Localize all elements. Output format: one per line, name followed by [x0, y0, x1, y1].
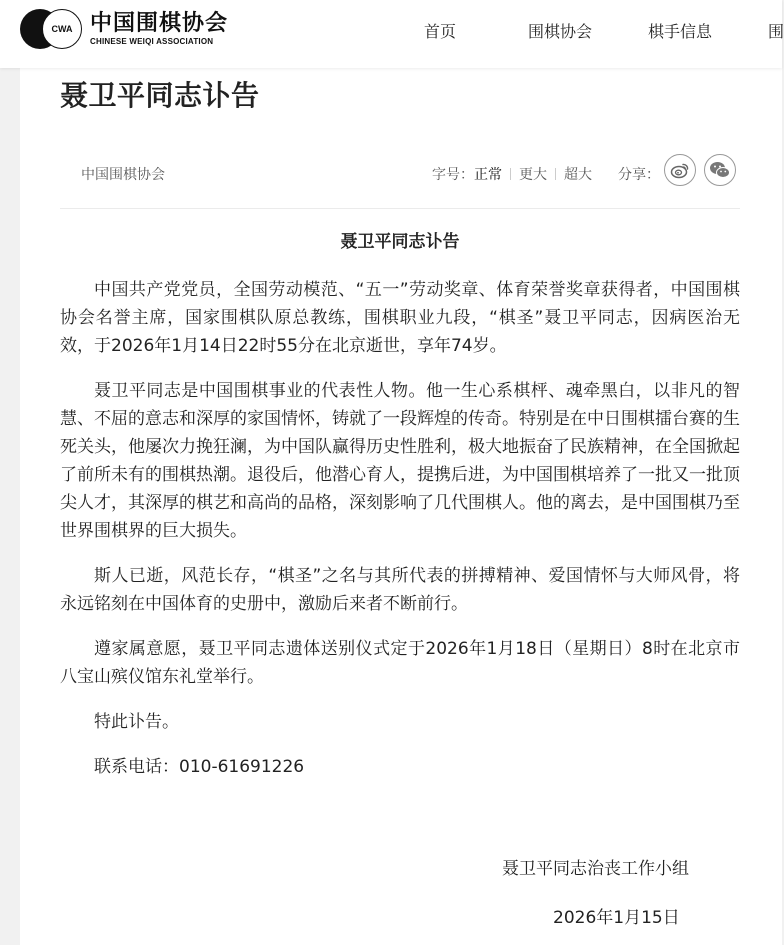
- article-paragraph: 遵家属意愿，聂卫平同志遗体送别仪式定于2026年1月18日（星期日）8时在北京市八宝山殡仪馆东礼堂举行。: [60, 639, 740, 687]
- contact-phone: 联系电话：010-61691226: [94, 757, 305, 777]
- logo-title: 中国围棋协会: [90, 10, 229, 36]
- wechat-icon: [709, 161, 731, 179]
- article-body: [60, 228, 740, 798]
- logo-subtitle: CHINESE WEIQI ASSOCIATION: [90, 36, 214, 46]
- signature-date: 2026年1月15日: [553, 908, 680, 928]
- article-paragraph: 中国共产党党员，全国劳动模范、“五一”劳动奖章、体育荣誉奖章获得者，中国围棋协会名誉主席，国家围棋队原总教练，围棋职业九段，“棋圣”聂卫平同志，因病医治无效，于2026年1月14日22时55分在北京逝世，享年74岁。: [60, 280, 740, 356]
- article-title: 聂卫平同志讣告: [60, 79, 260, 112]
- font-size-largest[interactable]: 超大: [564, 167, 592, 183]
- article-subtitle: 聂卫平同志讣告: [340, 232, 460, 252]
- meta-divider: [60, 208, 740, 209]
- article-paragraph: 特此讣告。: [94, 712, 179, 732]
- font-size-label: 字号：: [432, 167, 474, 183]
- share-label: 分享：: [618, 167, 660, 183]
- article-source: 中国围棋协会: [81, 167, 165, 183]
- article-page: [20, 58, 782, 945]
- logo-badge-text: CWA: [51, 24, 73, 34]
- font-size-divider: [555, 168, 556, 180]
- article-paragraph: 斯人已逝，风范长存，“棋圣”之名与其所代表的拼搏精神、爱国情怀与大师风骨，将永远铭刻在中国体育的史册中，激励后来者不断前行。: [60, 566, 740, 614]
- site-header: [0, 0, 782, 68]
- main-nav: [0, 0, 782, 58]
- article-meta: [60, 154, 740, 194]
- nav-item-more[interactable]: 围: [768, 22, 784, 41]
- font-size-larger[interactable]: 更大: [519, 167, 547, 183]
- share-wechat-button[interactable]: [704, 154, 736, 186]
- nav-item-association[interactable]: 围棋协会: [528, 22, 593, 41]
- article-paragraph: 聂卫平同志是中国围棋事业的代表性人物。他一生心系棋枰、魂牵黑白，以非凡的智慧、不屈的意志和深厚的家国情怀，铸就了一段辉煌的传奇。特别是在中日围棋擂台赛的生死关头，他屡次力挽狂澜，为中国队赢得历史性胜利，极大地振奋了民族精神，在全国掀起了前所未有的围棋热潮。退役后，他潜心育人，提携后进，为中国围棋培养了一批又一批顶尖人才，其深厚的棋艺和高尚的品格，深刻影响了几代围棋人。他的离去，是中国围棋乃至世界围棋界的巨大损失。: [60, 381, 740, 541]
- font-size-normal[interactable]: 正常: [474, 167, 502, 183]
- nav-item-home[interactable]: 首页: [424, 22, 457, 41]
- signature-organization: 聂卫平同志治丧工作小组: [502, 859, 689, 879]
- font-size-divider: [510, 168, 511, 180]
- font-size-switcher: [432, 164, 592, 184]
- weibo-icon: [670, 161, 690, 179]
- share-weibo-button[interactable]: [664, 154, 696, 186]
- nav-item-players[interactable]: 棋手信息: [648, 22, 713, 41]
